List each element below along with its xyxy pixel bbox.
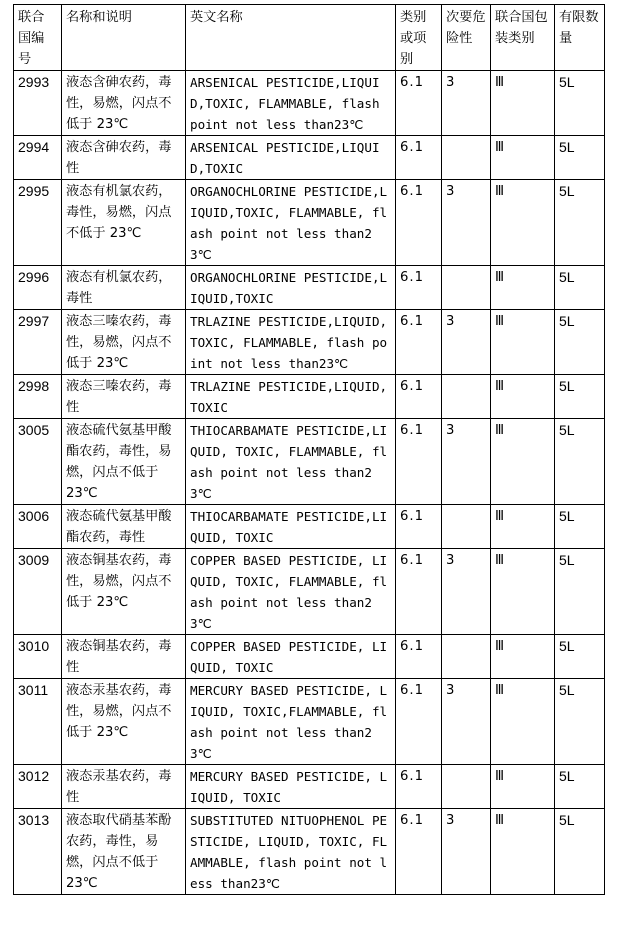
cell-english-name: THIOCARBAMATE PESTICIDE,LIQUID, TOXIC, FLAMMABLE, flash point not less than23℃ (186, 419, 396, 505)
cell-un-number: 2993 (14, 71, 62, 136)
cell-class: 6.1 (396, 809, 442, 895)
cell-un-number: 3006 (14, 505, 62, 549)
cell-limited-quantity: 5L (555, 765, 605, 809)
cell-limited-quantity: 5L (555, 71, 605, 136)
cell-class: 6.1 (396, 635, 442, 679)
header-subsidiary-risk: 次要危险性 (442, 5, 491, 71)
cell-subsidiary-risk: 3 (442, 679, 491, 765)
cell-limited-quantity: 5L (555, 310, 605, 375)
table-row (14, 809, 605, 895)
header-english-name: 英文名称 (186, 5, 396, 71)
table-row (14, 419, 605, 505)
cell-class: 6.1 (396, 679, 442, 765)
cell-name: 液态有机氯农药，毒性 (62, 266, 186, 310)
cell-name: 液态有机氯农药，毒性，易燃，闪点不低于 23℃ (62, 180, 186, 266)
cell-limited-quantity: 5L (555, 679, 605, 765)
table-row (14, 266, 605, 310)
cell-limited-quantity: 5L (555, 635, 605, 679)
cell-packing-group: Ⅲ (491, 266, 555, 310)
cell-name: 液态汞基农药，毒性 (62, 765, 186, 809)
table-row (14, 136, 605, 180)
cell-english-name: COPPER BASED PESTICIDE, LIQUID, TOXIC, FLAMMABLE, flash point not less than23℃ (186, 549, 396, 635)
cell-class: 6.1 (396, 136, 442, 180)
cell-english-name: TRLAZINE PESTICIDE,LIQUID,TOXIC (186, 375, 396, 419)
cell-un-number: 3010 (14, 635, 62, 679)
cell-subsidiary-risk (442, 136, 491, 180)
cell-name: 液态取代硝基苯酚农药，毒性，易燃，闪点不低于 23℃ (62, 809, 186, 895)
cell-subsidiary-risk: 3 (442, 310, 491, 375)
cell-packing-group: Ⅲ (491, 549, 555, 635)
cell-un-number: 2994 (14, 136, 62, 180)
cell-limited-quantity: 5L (555, 505, 605, 549)
cell-packing-group: Ⅲ (491, 375, 555, 419)
cell-un-number: 2995 (14, 180, 62, 266)
cell-english-name: ORGANOCHLORINE PESTICIDE,LIQUID,TOXIC, FLAMMABLE, flash point not less than23℃ (186, 180, 396, 266)
cell-packing-group: Ⅲ (491, 419, 555, 505)
table-row (14, 679, 605, 765)
cell-class: 6.1 (396, 180, 442, 266)
cell-english-name: MERCURY BASED PESTICIDE, LIQUID, TOXIC,FLAMMABLE, flash point not less than23℃ (186, 679, 396, 765)
cell-limited-quantity: 5L (555, 180, 605, 266)
cell-limited-quantity: 5L (555, 549, 605, 635)
header-name: 名称和说明 (62, 5, 186, 71)
table-row (14, 635, 605, 679)
cell-subsidiary-risk (442, 505, 491, 549)
cell-packing-group: Ⅲ (491, 765, 555, 809)
cell-name: 液态含砷农药，毒性，易燃，闪点不低于 23℃ (62, 71, 186, 136)
cell-class: 6.1 (396, 71, 442, 136)
cell-english-name: ARSENICAL PESTICIDE,LIQUID,TOXIC (186, 136, 396, 180)
cell-class: 6.1 (396, 505, 442, 549)
table-row (14, 310, 605, 375)
cell-limited-quantity: 5L (555, 809, 605, 895)
cell-english-name: SUBSTITUTED NITUOPHENOL PESTICIDE, LIQUID, TOXIC, FLAMMABLE, flash point not less than23℃ (186, 809, 396, 895)
cell-class: 6.1 (396, 419, 442, 505)
cell-subsidiary-risk (442, 765, 491, 809)
cell-class: 6.1 (396, 549, 442, 635)
cell-un-number: 2998 (14, 375, 62, 419)
cell-subsidiary-risk (442, 266, 491, 310)
table-row (14, 549, 605, 635)
cell-name: 液态铜基农药，毒性，易燃，闪点不低于 23℃ (62, 549, 186, 635)
cell-un-number: 2997 (14, 310, 62, 375)
cell-packing-group: Ⅲ (491, 71, 555, 136)
cell-class: 6.1 (396, 765, 442, 809)
header-class: 类别或项别 (396, 5, 442, 71)
cell-packing-group: Ⅲ (491, 809, 555, 895)
cell-subsidiary-risk (442, 375, 491, 419)
cell-english-name: ARSENICAL PESTICIDE,LIQUID,TOXIC, FLAMMABLE, flash point not less than23℃ (186, 71, 396, 136)
cell-subsidiary-risk: 3 (442, 71, 491, 136)
cell-packing-group: Ⅲ (491, 180, 555, 266)
cell-limited-quantity: 5L (555, 419, 605, 505)
cell-name: 液态汞基农药，毒性，易燃，闪点不低于 23℃ (62, 679, 186, 765)
header-un-number: 联合国编号 (14, 5, 62, 71)
cell-name: 液态硫代氨基甲酸酯农药，毒性 (62, 505, 186, 549)
table-row (14, 71, 605, 136)
cell-english-name: THIOCARBAMATE PESTICIDE,LIQUID, TOXIC (186, 505, 396, 549)
cell-name: 液态三嗪农药，毒性 (62, 375, 186, 419)
cell-subsidiary-risk (442, 635, 491, 679)
cell-limited-quantity: 5L (555, 136, 605, 180)
header-row (14, 5, 605, 71)
cell-packing-group: Ⅲ (491, 679, 555, 765)
cell-english-name: TRLAZINE PESTICIDE,LIQUID,TOXIC, FLAMMABLE, flash point not less than23℃ (186, 310, 396, 375)
table-row (14, 375, 605, 419)
table-row (14, 505, 605, 549)
cell-subsidiary-risk: 3 (442, 180, 491, 266)
table-header (14, 5, 605, 71)
cell-packing-group: Ⅲ (491, 635, 555, 679)
table-body (14, 71, 605, 895)
cell-un-number: 3009 (14, 549, 62, 635)
cell-subsidiary-risk: 3 (442, 549, 491, 635)
table-row (14, 180, 605, 266)
cell-class: 6.1 (396, 375, 442, 419)
table-row (14, 765, 605, 809)
cell-packing-group: Ⅲ (491, 505, 555, 549)
header-limited-quantity: 有限数量 (555, 5, 605, 71)
header-packing-group: 联合国包装类别 (491, 5, 555, 71)
cell-subsidiary-risk: 3 (442, 419, 491, 505)
cell-name: 液态铜基农药，毒性 (62, 635, 186, 679)
cell-limited-quantity: 5L (555, 266, 605, 310)
cell-un-number: 3011 (14, 679, 62, 765)
cell-un-number: 3012 (14, 765, 62, 809)
cell-un-number: 3013 (14, 809, 62, 895)
cell-packing-group: Ⅲ (491, 136, 555, 180)
cell-limited-quantity: 5L (555, 375, 605, 419)
cell-class: 6.1 (396, 266, 442, 310)
cell-name: 液态硫代氨基甲酸酯农药，毒性，易燃，闪点不低于 23℃ (62, 419, 186, 505)
cell-un-number: 3005 (14, 419, 62, 505)
cell-name: 液态三嗪农药，毒性，易燃，闪点不低于 23℃ (62, 310, 186, 375)
dangerous-goods-table (13, 4, 605, 895)
cell-subsidiary-risk: 3 (442, 809, 491, 895)
cell-un-number: 2996 (14, 266, 62, 310)
cell-english-name: COPPER BASED PESTICIDE, LIQUID, TOXIC (186, 635, 396, 679)
cell-class: 6.1 (396, 310, 442, 375)
cell-name: 液态含砷农药，毒性 (62, 136, 186, 180)
cell-english-name: ORGANOCHLORINE PESTICIDE,LIQUID,TOXIC (186, 266, 396, 310)
cell-english-name: MERCURY BASED PESTICIDE, LIQUID, TOXIC (186, 765, 396, 809)
cell-packing-group: Ⅲ (491, 310, 555, 375)
